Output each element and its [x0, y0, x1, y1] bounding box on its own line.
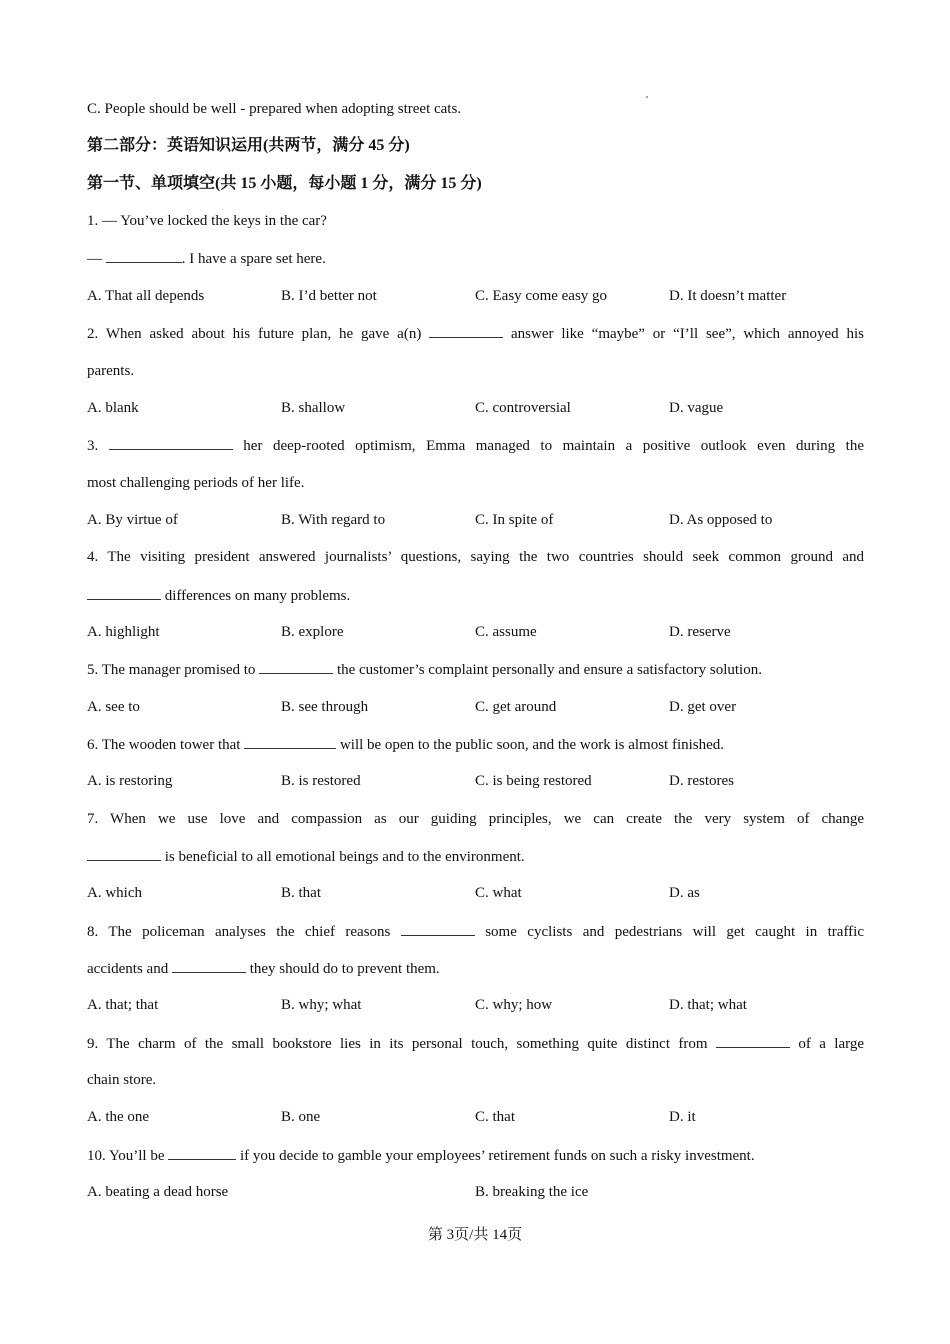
q3-stem: 3. her deep-rooted optimism, Emma managed to maintain a positive outlook even during the [87, 435, 864, 455]
page-number-footer: 第 3页/共 14页 [427, 1227, 523, 1243]
q1-options [87, 286, 864, 306]
q7-options [87, 883, 864, 903]
q6-option-a: A. is restoring [87, 773, 173, 789]
q5-options [87, 697, 864, 717]
q6-options [87, 771, 864, 791]
q3-options [87, 510, 864, 530]
q8-option-a: A. that; that [87, 997, 159, 1013]
answer-blank [109, 435, 233, 450]
q5-option-b: B. see through [281, 699, 369, 715]
q6-option-d: D. restores [669, 773, 734, 789]
part-heading: 第二部分：英语知识运用(共两节，满分 45 分) [87, 137, 410, 154]
answer-blank [259, 659, 333, 674]
q5-option-c: C. get around [475, 699, 557, 715]
q4-option-a: A. highlight [87, 624, 160, 640]
q10-option-a: A. beating a dead horse [87, 1184, 229, 1200]
q9-option-a: A. the one [87, 1109, 150, 1125]
q9-option-b: B. one [281, 1109, 321, 1125]
q10-option-b: B. breaking the ice [475, 1184, 589, 1200]
q6-stem: 6. The wooden tower that will be open to the public soon, and the work is almost finished. [87, 734, 864, 755]
q3-stem-cont: most challenging periods of her life. [87, 475, 305, 491]
q6-option-b: B. is restored [281, 773, 361, 789]
q7-option-b: B. that [281, 885, 321, 901]
answer-blank [106, 248, 182, 263]
answer-blank [244, 734, 336, 749]
q8-options [87, 995, 864, 1015]
q8-option-b: B. why; what [281, 997, 362, 1013]
q2-option-a: A. blank [87, 400, 139, 416]
q7-stem-cont: is beneficial to all emotional beings and to the environment. [87, 846, 864, 867]
q1-option-c: C. Easy come easy go [475, 288, 608, 304]
answer-blank [401, 921, 475, 936]
q9-options [87, 1107, 864, 1127]
q7-stem: 7. When we use love and compassion as our guiding principles, we can create the very system of change [87, 811, 864, 827]
q2-stem-cont: parents. [87, 363, 135, 379]
q5-option-a: A. see to [87, 699, 140, 715]
answer-blank [172, 958, 246, 973]
q4-option-b: B. explore [281, 624, 344, 640]
stray-dot [646, 96, 648, 98]
q3-option-b: B. With regard to [281, 512, 386, 528]
q6-option-c: C. is being restored [475, 773, 592, 789]
q7-option-a: A. which [87, 885, 142, 901]
q8-stem-cont: accidents and they should do to prevent them. [87, 958, 864, 979]
q2-option-d: D. vague [669, 400, 724, 416]
section-heading: 第一节、单项填空(共 15 小题，每小题 1 分，满分 15 分) [87, 175, 482, 192]
q9-stem-cont: chain store. [87, 1072, 157, 1088]
q7-option-d: D. as [669, 885, 700, 901]
q2-stem: 2. When asked about his future plan, he gave a(n) answer like “maybe” or “I’ll see”, which annoyed his [87, 323, 864, 343]
q1-option-d: D. It doesn’t matter [669, 288, 787, 304]
prev-question-option-c: C. People should be well - prepared when adopting street cats. [87, 101, 462, 117]
q8-option-c: C. why; how [475, 997, 553, 1013]
q5-stem: 5. The manager promised to the customer’s complaint personally and ensure a satisfactory solution. [87, 659, 864, 680]
q7-option-c: C. what [475, 885, 522, 901]
q4-options [87, 622, 864, 642]
q10-options [87, 1182, 864, 1202]
q4-option-d: D. reserve [669, 624, 731, 640]
q1-option-a: A. That all depends [87, 288, 205, 304]
q9-option-d: D. it [669, 1109, 696, 1125]
answer-blank [87, 585, 161, 600]
q3-option-d: D. As opposed to [669, 512, 773, 528]
q9-stem: 9. The charm of the small bookstore lies in its personal touch, something quite distinct from of a large [87, 1033, 864, 1053]
q1-option-b: B. I’d better not [281, 288, 377, 304]
q1-stem: 1. — You’ve locked the keys in the car? [87, 213, 327, 229]
q2-option-b: B. shallow [281, 400, 346, 416]
q2-option-c: C. controversial [475, 400, 571, 416]
answer-blank [429, 323, 503, 338]
answer-blank [168, 1145, 236, 1160]
answer-blank [716, 1033, 790, 1048]
q1-response: — . I have a spare set here. [87, 248, 864, 269]
q4-option-c: C. assume [475, 624, 537, 640]
q2-options [87, 398, 864, 418]
q3-option-a: A. By virtue of [87, 512, 178, 528]
q10-stem: 10. You’ll be if you decide to gamble your employees’ retirement funds on such a risky investment. [87, 1145, 864, 1166]
q3-option-c: C. In spite of [475, 512, 554, 528]
q5-option-d: D. get over [669, 699, 737, 715]
q8-option-d: D. that; what [669, 997, 747, 1013]
answer-blank [87, 846, 161, 861]
q8-stem: 8. The policeman analyses the chief reasons some cyclists and pedestrians will get caught in traffic [87, 921, 864, 941]
q9-option-c: C. that [475, 1109, 515, 1125]
q4-stem: 4. The visiting president answered journalists’ questions, saying the two countries should seek common ground and [87, 549, 864, 565]
q4-stem-cont: differences on many problems. [87, 585, 864, 606]
